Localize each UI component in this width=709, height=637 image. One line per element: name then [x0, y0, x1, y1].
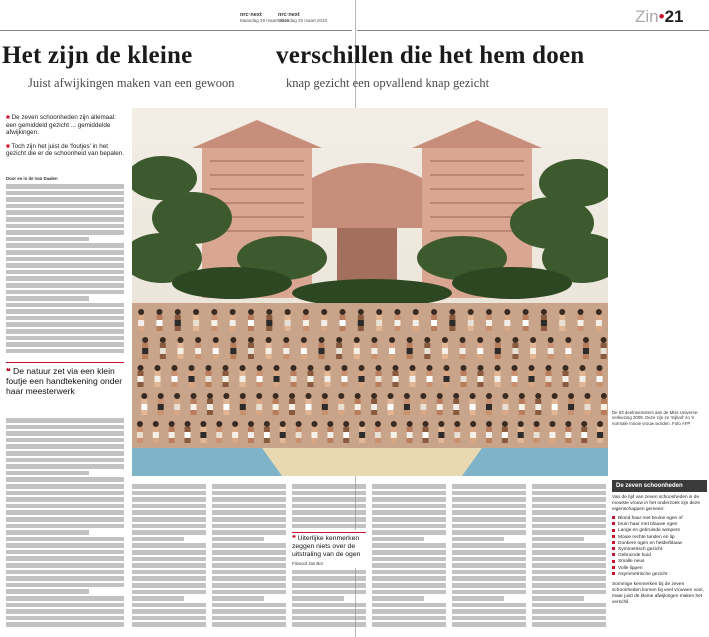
sidebar-list-item-text: Volle lippen — [618, 565, 643, 571]
text-line — [6, 197, 124, 202]
text-line — [6, 336, 124, 341]
text-line — [6, 263, 124, 268]
text-line — [532, 576, 606, 581]
text-line — [292, 497, 366, 502]
text-line — [212, 563, 286, 568]
text-line — [532, 596, 584, 601]
text-line — [6, 563, 124, 568]
text-line — [452, 491, 526, 496]
right-page-header — [278, 12, 327, 23]
byline: Door en in de Van Daalen — [6, 176, 58, 181]
text-line — [212, 510, 286, 515]
text-line — [132, 590, 206, 595]
text-line — [532, 491, 606, 496]
group-photo-image — [132, 108, 608, 476]
sidebar-box — [612, 480, 707, 606]
text-line — [212, 616, 286, 621]
bullet-icon — [612, 516, 615, 519]
headline-right: verschillen die het hem doen — [276, 42, 585, 69]
text-line — [6, 237, 89, 242]
pull-quote-rule — [6, 362, 124, 363]
text-line — [372, 576, 446, 581]
text-line — [532, 557, 606, 562]
text-line — [212, 590, 286, 595]
text-line — [6, 570, 124, 575]
body-column-left-bottom — [6, 418, 124, 630]
text-line — [6, 556, 124, 561]
text-line — [6, 589, 89, 594]
page-number — [635, 7, 684, 27]
text-line — [292, 603, 366, 608]
group-photo — [132, 108, 608, 476]
body-column-2 — [212, 484, 286, 630]
subhead-right: knap gezicht een opvallend knap gezicht — [286, 76, 490, 90]
text-line — [132, 510, 206, 515]
text-line — [372, 484, 446, 489]
text-line — [132, 603, 206, 608]
text-line — [212, 504, 286, 509]
text-line — [6, 342, 124, 347]
text-line — [372, 537, 424, 542]
text-line — [452, 543, 526, 548]
text-line — [212, 550, 286, 555]
bullet-icon — [612, 529, 615, 532]
text-line — [452, 603, 526, 608]
text-line — [372, 603, 446, 608]
left-brand: nrc·next — [240, 12, 262, 18]
text-line — [372, 570, 446, 575]
text-line — [6, 510, 124, 515]
text-line — [372, 583, 446, 588]
text-line — [532, 517, 606, 522]
bullet-icon — [612, 547, 615, 550]
text-line — [6, 210, 124, 215]
text-line — [6, 316, 124, 321]
pull-quote-right-text: Uiterlijke kenmerken zeggen niets over de uitstraling van de ogen — [292, 535, 361, 558]
text-line — [6, 224, 124, 229]
text-line — [212, 557, 286, 562]
text-line — [6, 471, 89, 476]
text-line — [372, 557, 446, 562]
text-line — [132, 622, 206, 627]
text-line — [212, 524, 286, 529]
right-date: Maandag 29 maart 2010 — [278, 18, 328, 23]
text-line — [212, 530, 286, 535]
page-number-value: 21 — [664, 7, 684, 26]
text-line — [132, 484, 206, 489]
text-line — [132, 491, 206, 496]
text-line — [6, 596, 124, 601]
text-line — [292, 484, 366, 489]
sidebar-list-item-text: bruin haar met blauwe ogen — [618, 522, 678, 528]
pull-quote-left — [6, 362, 124, 397]
text-line — [452, 596, 504, 601]
text-line — [6, 484, 124, 489]
text-line — [6, 451, 124, 456]
text-line — [6, 250, 124, 255]
text-line — [372, 609, 446, 614]
bullet-icon — [612, 553, 615, 556]
bullet-icon — [612, 566, 615, 569]
text-line — [532, 543, 606, 548]
text-line — [6, 609, 124, 614]
text-line — [6, 418, 124, 423]
section-name: Zin — [635, 7, 659, 26]
bullet-icon — [612, 572, 615, 575]
text-line — [292, 524, 366, 529]
text-line — [372, 510, 446, 515]
text-line — [212, 517, 286, 522]
quote-mark-icon: ❝ — [292, 535, 296, 542]
intro-item — [6, 143, 124, 158]
text-line — [212, 603, 286, 608]
text-line — [6, 270, 124, 275]
text-line — [292, 609, 366, 614]
text-line — [6, 543, 124, 548]
text-line — [6, 296, 89, 301]
sidebar-list-item-text: Blond haar met bruine ogen of — [618, 516, 683, 521]
pull-quote-right-rule — [292, 532, 366, 533]
text-line — [452, 524, 526, 529]
left-header-rule — [0, 30, 352, 31]
text-line — [132, 524, 206, 529]
text-line — [452, 609, 526, 614]
text-line — [212, 596, 264, 601]
text-line — [6, 537, 124, 542]
body-column-left-top — [6, 184, 124, 356]
text-line — [372, 563, 446, 568]
bullet-icon — [612, 560, 615, 563]
text-line — [292, 590, 366, 595]
text-line — [212, 497, 286, 502]
text-line — [212, 570, 286, 575]
intro-bullet: ■ — [6, 142, 10, 150]
bullet-icon — [612, 541, 615, 544]
pull-quote-right — [292, 530, 366, 568]
text-line — [292, 622, 366, 627]
text-line — [212, 609, 286, 614]
text-line — [452, 550, 526, 555]
text-line — [6, 217, 124, 222]
sidebar-list-item-text: Mooie rechte tanden en lip — [618, 534, 675, 540]
text-line — [6, 603, 124, 608]
pull-quote-right-source: Filosoof Jan Bor — [292, 561, 324, 566]
photo-caption: De 83 deelneemsters aan de Miss Universe-verkiezing 2009. Deze zijn ze 'stijlvol' zo 'n normale mooie vrouw worden. Foto AFP — [612, 410, 699, 426]
text-line — [372, 524, 446, 529]
text-line — [6, 550, 124, 555]
intro-bullet: ■ — [6, 114, 10, 121]
text-line — [132, 583, 206, 588]
text-line — [532, 510, 606, 515]
text-line — [6, 322, 124, 327]
text-line — [132, 576, 206, 581]
text-line — [372, 543, 446, 548]
text-line — [212, 576, 286, 581]
text-line — [212, 583, 286, 588]
intro-item — [6, 114, 124, 137]
text-line — [532, 616, 606, 621]
text-line — [452, 616, 526, 621]
text-line — [452, 530, 526, 535]
intro-text: Toch zijn het juist de 'foutjes' in het gezicht die er de schoonheid van bepalen. — [6, 142, 124, 158]
text-line — [6, 444, 124, 449]
text-line — [452, 557, 526, 562]
text-line — [6, 184, 124, 189]
right-header-rule — [357, 30, 709, 31]
text-line — [132, 596, 184, 601]
text-line — [6, 349, 124, 354]
text-line — [452, 504, 526, 509]
body-column-1 — [132, 484, 206, 630]
text-line — [452, 537, 504, 542]
text-line — [212, 484, 286, 489]
text-line — [532, 590, 606, 595]
intro-text: De zeven schoonheden zijn allemaal: een gemiddeld gezicht ... gemiddelde afwijkingen. — [6, 114, 116, 137]
text-line — [6, 191, 124, 196]
text-line — [212, 622, 286, 627]
text-line — [372, 491, 446, 496]
text-line — [292, 570, 366, 575]
text-line — [292, 504, 366, 509]
text-line — [372, 504, 446, 509]
text-line — [132, 504, 206, 509]
text-line — [6, 438, 124, 443]
sidebar-intro: Van de tijd van zeven schoonheden is de mooiste vrouw in het onderzoek zijn deze eigenschappen gemeen: — [612, 495, 700, 512]
text-line — [452, 517, 526, 522]
text-line — [452, 583, 526, 588]
text-line — [532, 530, 606, 535]
text-line — [6, 257, 124, 262]
sidebar-list-item-text: Smalle neus — [618, 559, 645, 565]
text-line — [452, 622, 526, 627]
text-line — [6, 477, 124, 482]
body-column-5 — [452, 484, 526, 630]
intro-block — [6, 114, 124, 158]
text-line — [6, 425, 124, 430]
text-line — [132, 517, 206, 522]
body-column-6 — [532, 484, 606, 630]
text-line — [6, 622, 124, 627]
text-line — [6, 504, 124, 509]
sidebar-title: De zeven schoonheden — [612, 480, 707, 492]
text-line — [292, 576, 366, 581]
quote-mark-icon: ❝ — [6, 366, 11, 376]
sidebar-footer: Sommige kenmerken bij de zeven schoonheden komen bij veel vrouwen voor, maar juist de kleine afwijkingen maken het verschil. — [612, 582, 704, 606]
text-line — [292, 517, 366, 522]
text-line — [6, 276, 124, 281]
text-line — [6, 497, 124, 502]
bullet-icon — [612, 535, 615, 538]
text-line — [372, 596, 424, 601]
text-line — [532, 622, 606, 627]
text-line — [372, 616, 446, 621]
text-line — [372, 497, 446, 502]
body-column-4 — [372, 484, 446, 630]
text-line — [532, 550, 606, 555]
sidebar-list-item-text: Gebruinde huid — [618, 553, 651, 559]
text-line — [532, 524, 606, 529]
left-date: Maandag 29 maart 2010 — [240, 18, 290, 23]
text-line — [532, 497, 606, 502]
text-line — [372, 517, 446, 522]
text-line — [132, 530, 206, 535]
pull-quote-left-text: De natuur zet via een klein foutje een handtekening onder haar meesterwerk — [6, 366, 123, 397]
text-line — [6, 576, 124, 581]
text-line — [132, 550, 206, 555]
section-bullet: • — [658, 7, 665, 26]
text-line — [6, 616, 124, 621]
bullet-icon — [612, 522, 615, 525]
text-line — [372, 550, 446, 555]
text-line — [292, 596, 344, 601]
text-line — [292, 510, 366, 515]
text-line — [6, 431, 124, 436]
text-line — [372, 590, 446, 595]
text-line — [532, 583, 606, 588]
text-line — [372, 622, 446, 627]
text-line — [132, 609, 206, 614]
text-line — [292, 616, 366, 621]
text-line — [452, 484, 526, 489]
text-line — [532, 484, 606, 489]
text-line — [372, 530, 446, 535]
right-brand: nrc·next — [278, 12, 300, 18]
text-line — [532, 537, 584, 542]
headline-left: Het zijn de kleine — [2, 42, 193, 69]
text-line — [212, 537, 264, 542]
text-line — [132, 616, 206, 621]
text-line — [132, 563, 206, 568]
sidebar-list — [612, 516, 707, 578]
sidebar-list-item-text: Asymmetrische gezicht — [618, 571, 668, 577]
text-line — [452, 590, 526, 595]
text-line — [6, 309, 124, 314]
text-line — [452, 570, 526, 575]
text-line — [212, 491, 286, 496]
text-line — [452, 576, 526, 581]
text-line — [6, 243, 124, 248]
text-line — [132, 497, 206, 502]
text-line — [6, 230, 124, 235]
sidebar-list-item — [612, 572, 707, 578]
text-line — [6, 303, 124, 308]
text-line — [132, 543, 206, 548]
text-line — [6, 283, 124, 288]
text-line — [132, 570, 206, 575]
text-line — [292, 583, 366, 588]
sidebar-list-item-text: Symmetrisch gezicht — [618, 547, 663, 553]
text-line — [532, 563, 606, 568]
text-line — [6, 524, 124, 529]
sidebar-list-item-text: Donkere ogen en helderblauw — [618, 540, 683, 546]
text-line — [6, 583, 124, 588]
text-line — [452, 497, 526, 502]
subhead-left: Juist afwijkingen maken van een gewoon — [28, 76, 235, 90]
text-line — [132, 557, 206, 562]
text-line — [532, 603, 606, 608]
text-line — [212, 543, 286, 548]
text-line — [452, 563, 526, 568]
text-line — [6, 290, 124, 295]
text-line — [6, 464, 124, 469]
text-line — [6, 329, 124, 334]
text-line — [6, 517, 124, 522]
text-line — [6, 458, 124, 463]
text-line — [6, 204, 124, 209]
text-line — [132, 537, 184, 542]
text-line — [532, 504, 606, 509]
text-line — [452, 510, 526, 515]
text-line — [532, 609, 606, 614]
text-line — [532, 570, 606, 575]
text-line — [292, 491, 366, 496]
text-line — [6, 530, 89, 535]
text-line — [6, 491, 124, 496]
sidebar-list-item-text: Lange en gebruinde wimpers — [618, 528, 680, 534]
